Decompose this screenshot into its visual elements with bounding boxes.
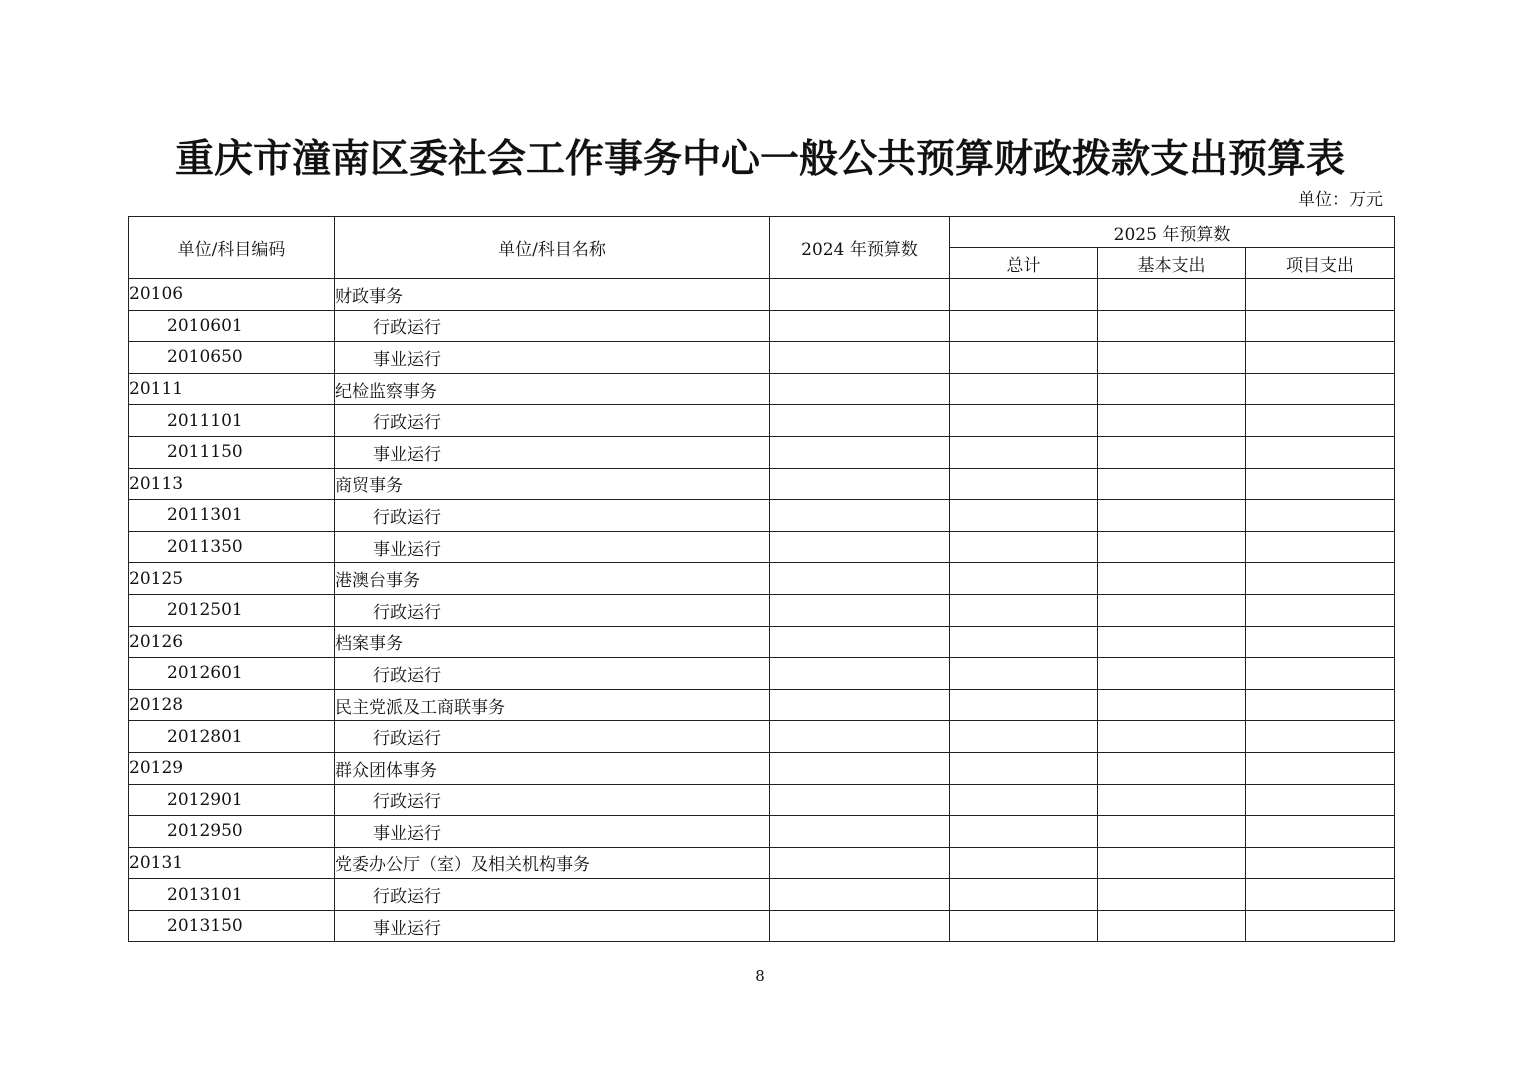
row-basic xyxy=(1098,405,1246,437)
row-basic xyxy=(1098,847,1246,879)
row-budget-2024 xyxy=(770,500,950,532)
row-total xyxy=(950,689,1098,721)
table-row xyxy=(129,658,1395,690)
row-code: 2012950 xyxy=(129,816,335,848)
row-total xyxy=(950,563,1098,595)
row-code: 2010650 xyxy=(129,342,335,374)
row-project xyxy=(1246,689,1395,721)
row-name: 财政事务 xyxy=(335,279,770,311)
row-code: 20106 xyxy=(129,279,335,311)
row-project xyxy=(1246,721,1395,753)
row-budget-2024 xyxy=(770,847,950,879)
row-project xyxy=(1246,563,1395,595)
row-basic xyxy=(1098,531,1246,563)
row-project xyxy=(1246,658,1395,690)
row-name: 行政运行 xyxy=(335,500,770,532)
row-budget-2024 xyxy=(770,626,950,658)
unit-note: 单位：万元 xyxy=(1298,190,1383,210)
row-total xyxy=(950,373,1098,405)
row-project xyxy=(1246,279,1395,311)
row-basic xyxy=(1098,468,1246,500)
table-row xyxy=(129,563,1395,595)
row-project xyxy=(1246,847,1395,879)
row-code: 2011101 xyxy=(129,405,335,437)
row-project xyxy=(1246,752,1395,784)
table-row xyxy=(129,910,1395,942)
table-row xyxy=(129,310,1395,342)
header-budget-2024: 2024 年预算数 xyxy=(770,217,950,279)
row-basic xyxy=(1098,816,1246,848)
row-project xyxy=(1246,436,1395,468)
row-code: 20111 xyxy=(129,373,335,405)
row-project xyxy=(1246,816,1395,848)
row-total xyxy=(950,405,1098,437)
row-total xyxy=(950,816,1098,848)
row-project xyxy=(1246,310,1395,342)
table-row xyxy=(129,373,1395,405)
header-code: 单位/科目编码 xyxy=(129,217,335,279)
row-project xyxy=(1246,784,1395,816)
row-budget-2024 xyxy=(770,658,950,690)
row-basic xyxy=(1098,689,1246,721)
table-row xyxy=(129,784,1395,816)
row-budget-2024 xyxy=(770,468,950,500)
row-basic xyxy=(1098,594,1246,626)
table-row xyxy=(129,405,1395,437)
row-code: 20126 xyxy=(129,626,335,658)
row-name: 行政运行 xyxy=(335,721,770,753)
row-project xyxy=(1246,500,1395,532)
row-basic xyxy=(1098,310,1246,342)
table-row xyxy=(129,847,1395,879)
row-budget-2024 xyxy=(770,279,950,311)
row-total xyxy=(950,879,1098,911)
row-basic xyxy=(1098,279,1246,311)
row-budget-2024 xyxy=(770,436,950,468)
row-basic xyxy=(1098,563,1246,595)
table-body xyxy=(129,279,1395,942)
row-name: 民主党派及工商联事务 xyxy=(335,689,770,721)
row-total xyxy=(950,279,1098,311)
row-budget-2024 xyxy=(770,563,950,595)
row-budget-2024 xyxy=(770,342,950,374)
row-budget-2024 xyxy=(770,531,950,563)
row-budget-2024 xyxy=(770,879,950,911)
row-name: 群众团体事务 xyxy=(335,752,770,784)
table-row xyxy=(129,721,1395,753)
row-name: 行政运行 xyxy=(335,879,770,911)
row-total xyxy=(950,752,1098,784)
row-project xyxy=(1246,594,1395,626)
row-budget-2024 xyxy=(770,910,950,942)
row-total xyxy=(950,468,1098,500)
table-row xyxy=(129,500,1395,532)
row-code: 20131 xyxy=(129,847,335,879)
row-total xyxy=(950,658,1098,690)
row-basic xyxy=(1098,373,1246,405)
table-row xyxy=(129,436,1395,468)
row-project xyxy=(1246,910,1395,942)
row-name: 事业运行 xyxy=(335,816,770,848)
row-total xyxy=(950,310,1098,342)
row-basic xyxy=(1098,879,1246,911)
row-name: 商贸事务 xyxy=(335,468,770,500)
row-basic xyxy=(1098,500,1246,532)
row-name: 行政运行 xyxy=(335,310,770,342)
row-project xyxy=(1246,531,1395,563)
row-basic xyxy=(1098,910,1246,942)
row-name: 行政运行 xyxy=(335,594,770,626)
row-name: 事业运行 xyxy=(335,342,770,374)
row-total xyxy=(950,721,1098,753)
row-code: 20113 xyxy=(129,468,335,500)
row-total xyxy=(950,436,1098,468)
row-budget-2024 xyxy=(770,594,950,626)
row-total xyxy=(950,784,1098,816)
table-row xyxy=(129,689,1395,721)
header-total: 总计 xyxy=(950,248,1098,279)
header-project: 项目支出 xyxy=(1246,248,1395,279)
header-budget-2025: 2025 年预算数 xyxy=(950,217,1395,248)
row-budget-2024 xyxy=(770,689,950,721)
row-basic xyxy=(1098,342,1246,374)
row-name: 事业运行 xyxy=(335,436,770,468)
row-code: 2012601 xyxy=(129,658,335,690)
page-number: 8 xyxy=(755,967,765,985)
table-row xyxy=(129,531,1395,563)
row-basic xyxy=(1098,752,1246,784)
row-basic xyxy=(1098,436,1246,468)
row-name: 纪检监察事务 xyxy=(335,373,770,405)
row-project xyxy=(1246,468,1395,500)
row-code: 2011350 xyxy=(129,531,335,563)
row-total xyxy=(950,500,1098,532)
row-total xyxy=(950,342,1098,374)
row-code: 2012901 xyxy=(129,784,335,816)
row-budget-2024 xyxy=(770,405,950,437)
table-row xyxy=(129,879,1395,911)
table-row xyxy=(129,626,1395,658)
row-project xyxy=(1246,879,1395,911)
row-budget-2024 xyxy=(770,721,950,753)
row-code: 2011150 xyxy=(129,436,335,468)
document-title: 重庆市潼南区委社会工作事务中心一般公共预算财政拨款支出预算表 xyxy=(174,137,1345,182)
row-basic xyxy=(1098,658,1246,690)
table-header xyxy=(129,217,1395,279)
row-code: 20125 xyxy=(129,563,335,595)
row-basic xyxy=(1098,626,1246,658)
row-name: 党委办公厅（室）及相关机构事务 xyxy=(335,847,770,879)
row-name: 档案事务 xyxy=(335,626,770,658)
budget-table xyxy=(128,216,1395,942)
row-total xyxy=(950,594,1098,626)
header-name: 单位/科目名称 xyxy=(335,217,770,279)
row-budget-2024 xyxy=(770,784,950,816)
row-code: 20129 xyxy=(129,752,335,784)
row-budget-2024 xyxy=(770,816,950,848)
row-project xyxy=(1246,405,1395,437)
row-basic xyxy=(1098,721,1246,753)
table-row xyxy=(129,468,1395,500)
row-code: 2013101 xyxy=(129,879,335,911)
row-total xyxy=(950,847,1098,879)
row-name: 港澳台事务 xyxy=(335,563,770,595)
row-code: 2012501 xyxy=(129,594,335,626)
row-project xyxy=(1246,626,1395,658)
row-basic xyxy=(1098,784,1246,816)
row-total xyxy=(950,531,1098,563)
row-name: 事业运行 xyxy=(335,910,770,942)
row-name: 行政运行 xyxy=(335,658,770,690)
row-code: 20128 xyxy=(129,689,335,721)
row-code: 2011301 xyxy=(129,500,335,532)
row-name: 行政运行 xyxy=(335,784,770,816)
row-name: 行政运行 xyxy=(335,405,770,437)
row-budget-2024 xyxy=(770,373,950,405)
header-basic: 基本支出 xyxy=(1098,248,1246,279)
row-budget-2024 xyxy=(770,752,950,784)
row-total xyxy=(950,626,1098,658)
table-row xyxy=(129,279,1395,311)
row-code: 2013150 xyxy=(129,910,335,942)
row-name: 事业运行 xyxy=(335,531,770,563)
row-budget-2024 xyxy=(770,310,950,342)
row-project xyxy=(1246,373,1395,405)
row-project xyxy=(1246,342,1395,374)
table-row xyxy=(129,752,1395,784)
row-code: 2012801 xyxy=(129,721,335,753)
table-row xyxy=(129,342,1395,374)
row-total xyxy=(950,910,1098,942)
row-code: 2010601 xyxy=(129,310,335,342)
table-row xyxy=(129,594,1395,626)
table-row xyxy=(129,816,1395,848)
